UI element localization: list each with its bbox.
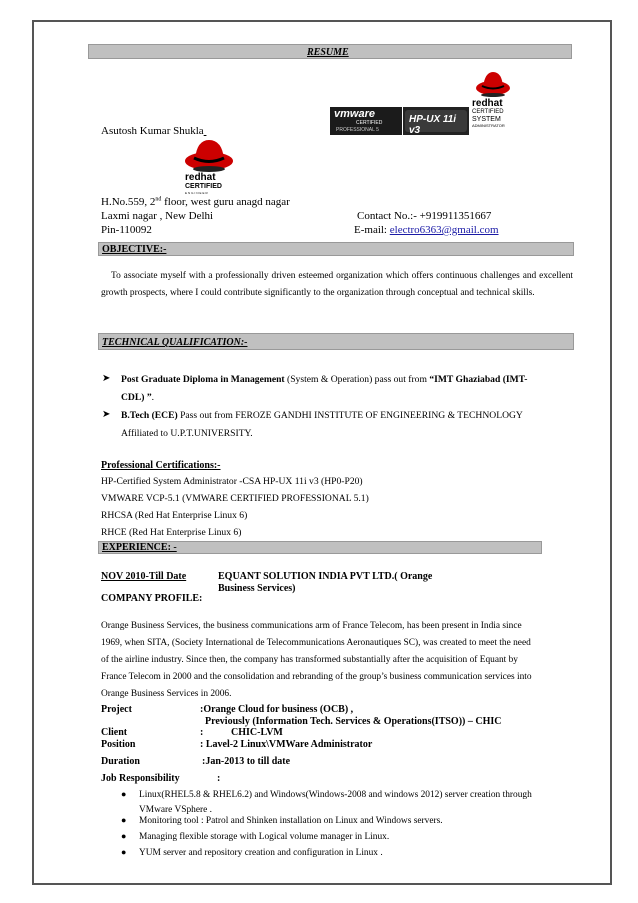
address-line3: Pin-110092 (101, 224, 152, 236)
cert-item-3: RHCSA (Red Hat Enterprise Linux 6) (101, 510, 248, 521)
client-label: Client (101, 727, 128, 738)
hpux-logo-text: HP-UX 11i v3 (409, 114, 457, 136)
client-colon: : (200, 727, 204, 738)
candidate-name: Asutosh Kumar Shukla (101, 125, 204, 137)
redhat-hat-icon (475, 68, 511, 98)
resume-title: RESUME (307, 47, 349, 58)
objective-heading: OBJECTIVE:- (102, 244, 167, 255)
position-label: Position (101, 739, 136, 750)
contact-phone: Contact No.:- +919911351667 (357, 210, 492, 222)
email-link[interactable]: electro6363@gmail.com (389, 224, 499, 236)
resume-title-bar (88, 44, 572, 59)
position-value: : Lavel-2 Linux\VMWare Administrator (200, 739, 373, 750)
bullet-icon: ● (121, 847, 127, 857)
contact-email-row: E-mail: electro6363@gmail.com (354, 224, 499, 236)
experience-heading: EXPERIENCE: - (102, 542, 177, 553)
company-profile-line-5: Orange Business Services in 2006. (101, 689, 232, 699)
bullet-icon: ● (121, 789, 127, 799)
objective-text: To associate myself with a professionally driven esteemed organization which offers continuous challenges and excellent growth prospects, where I could contribute significantly to the organization through conceptual and technical skills. (101, 271, 573, 298)
experience-bar (98, 541, 542, 554)
certifications-heading: Professional Certifications:- (101, 460, 221, 471)
redhat-sa-brand: redhat (472, 98, 503, 109)
tech-item-2: B.Tech (ECE) Pass out from FEROZE GANDHI INSTITUTE OF ENGINEERING & TECHNOLOGY (121, 410, 523, 421)
technical-heading: TECHNICAL QUALIFICATION:- (102, 337, 248, 348)
arrow-bullet-icon: ➤ (102, 373, 111, 384)
job-item-4-line1: YUM server and repository creation and configuration in Linux . (139, 848, 383, 858)
job-responsibility-label: Job Responsibility (101, 773, 180, 784)
redhat-engineer-logo (185, 172, 235, 195)
duration-value: :Jan-2013 to till date (202, 756, 291, 767)
technical-bar (98, 333, 574, 350)
project-label: Project (101, 704, 132, 715)
project-value-line2: Previously (Information Tech. Services & Operations(ITSO)) – CHIC (205, 716, 502, 727)
redhat-eng-brand: redhat (185, 172, 216, 183)
redhat-eng-line1: CERTIFIED (185, 183, 222, 190)
vmware-logo-sub1: CERTIFIED (356, 120, 383, 126)
cert-item-4: RHCE (Red Hat Enterprise Linux 6) (101, 527, 242, 538)
hpux-logo (403, 107, 469, 135)
tech-item-1: Post Graduate Diploma in Management (System & Operation) pass out from “IMT Ghaziabad (IMT- (121, 374, 528, 385)
vmware-logo-sub2: PROFESSIONAL 5 (336, 127, 379, 133)
redhat-eng-line2: ENGINEER (185, 191, 209, 195)
job-item-2-line1: Monitoring tool : Patrol and Shinken installation on Linux and Windows servers. (139, 816, 443, 826)
project-value-line1: :Orange Cloud for business (OCB) , (200, 704, 354, 715)
client-value: CHIC-LVM (231, 727, 283, 738)
company-profile-line-3: of the airline industry. Since then, the company has transformed substantially after the acquisition of Equant by (101, 655, 518, 665)
company-profile-line-4: France Telecom in 2000 and the consolidation and rebranding of the group’s business communication services into (101, 672, 532, 682)
redhat-sa-line2: SYSTEM (472, 116, 501, 123)
cert-item-2: VMWARE VCP-5.1 (VMWARE CERTIFIED PROFESSIONAL 5.1) (101, 493, 369, 504)
bullet-icon: ● (121, 831, 127, 841)
tech-item-1-line2: CDL) ”. (121, 392, 155, 403)
job-item-3-line1: Managing flexible storage with Logical volume manager in Linux. (139, 832, 390, 842)
bullet-icon: ● (121, 815, 127, 825)
duration-label: Duration (101, 756, 140, 767)
arrow-bullet-icon: ➤ (102, 409, 111, 420)
company-profile-line-2: 1969, when SITA, (Society International de Telecommunications Aeronautiques SC), was created to meet the need (101, 638, 531, 648)
redhat-hat-icon (184, 135, 234, 173)
vmware-certified-logo (330, 107, 402, 135)
objective-bar (98, 242, 574, 256)
experience-company-line2: Business Services) (218, 583, 296, 594)
address-line1: H.No.559, 2nd floor, west guru anagd nagar (101, 196, 290, 208)
experience-company-line1: EQUANT SOLUTION INDIA PVT LTD.( Orange (218, 571, 433, 582)
redhat-sa-line1: CERTIFIED (472, 109, 504, 115)
redhat-sa-line3: ADMINISTRATOR (472, 123, 505, 128)
vmware-logo-text: vmware (334, 108, 375, 120)
cert-item-1: HP-Certified System Administrator -CSA HP-UX 11i v3 (HP0-P20) (101, 476, 363, 487)
company-profile-heading: COMPANY PROFILE: (101, 593, 203, 604)
company-profile-line-1: Orange Business Services, the business communications arm of France Telecom, has been present in India since (101, 621, 522, 631)
job-item-1-line2: VMware VSphere . (139, 805, 212, 815)
job-responsibility-colon: : (217, 773, 221, 784)
experience-period: NOV 2010-Till Date (101, 571, 187, 582)
address-line2: Laxmi nagar , New Delhi (101, 210, 214, 222)
job-item-1-line1: Linux(RHEL5.8 & RHEL6.2) and Windows(Windows-2008 and windows 2012) server creation through (139, 790, 532, 800)
redhat-sa-logo (472, 98, 522, 128)
tech-item-2-line2: Affiliated to U.P.T.UNIVERSITY. (121, 428, 253, 439)
